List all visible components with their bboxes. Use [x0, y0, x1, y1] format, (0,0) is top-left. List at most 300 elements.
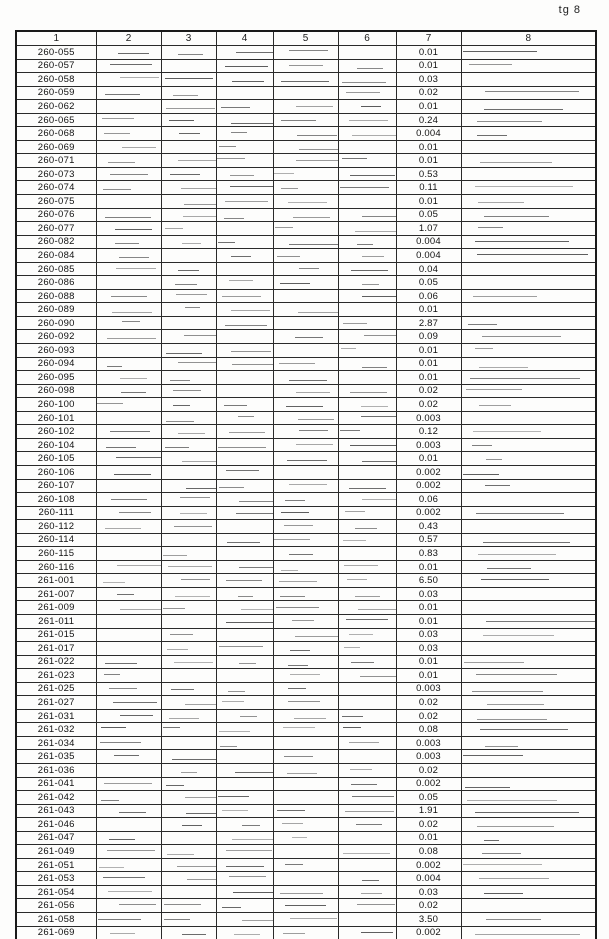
table-row [16, 398, 596, 412]
empty-cell [273, 791, 338, 805]
empty-cell [461, 696, 596, 710]
row-value-cell: 0.83 [396, 547, 461, 561]
empty-cell [461, 506, 596, 520]
empty-cell [461, 357, 596, 371]
empty-cell [96, 628, 161, 642]
empty-cell [161, 899, 216, 913]
row-value-cell: 0.02 [396, 763, 461, 777]
table-row [16, 465, 596, 479]
row-value-cell: 0.01 [396, 669, 461, 683]
empty-cell [461, 479, 596, 493]
empty-cell [338, 547, 396, 561]
empty-cell [216, 723, 273, 737]
row-value-cell: 6.50 [396, 574, 461, 588]
empty-cell [216, 398, 273, 412]
empty-cell [216, 601, 273, 615]
empty-cell [96, 398, 161, 412]
empty-cell [338, 777, 396, 791]
table-row [16, 127, 596, 141]
empty-cell [216, 696, 273, 710]
empty-cell [161, 249, 216, 263]
empty-cell [96, 59, 161, 73]
table-row [16, 73, 596, 87]
table-row [16, 303, 596, 317]
row-id-cell: 260-105 [16, 452, 96, 466]
row-value-cell: 0.03 [396, 628, 461, 642]
empty-cell [96, 140, 161, 154]
empty-cell [216, 777, 273, 791]
row-id-cell: 261-054 [16, 885, 96, 899]
row-value-cell: 0.02 [396, 696, 461, 710]
empty-cell [96, 154, 161, 168]
table-row [16, 791, 596, 805]
empty-cell [96, 791, 161, 805]
empty-cell [338, 398, 396, 412]
empty-cell [161, 465, 216, 479]
table-row [16, 845, 596, 859]
row-id-cell: 261-042 [16, 791, 96, 805]
empty-cell [96, 276, 161, 290]
empty-cell [161, 926, 216, 939]
row-id-cell: 260-071 [16, 154, 96, 168]
row-value-cell: 0.01 [396, 46, 461, 60]
empty-cell [461, 425, 596, 439]
row-value-cell: 0.08 [396, 845, 461, 859]
table-row [16, 885, 596, 899]
row-value-cell: 2.87 [396, 316, 461, 330]
empty-cell [161, 235, 216, 249]
empty-cell [216, 113, 273, 127]
row-id-cell: 260-055 [16, 46, 96, 60]
empty-cell [161, 127, 216, 141]
empty-cell [273, 289, 338, 303]
empty-cell [273, 59, 338, 73]
row-id-cell: 260-108 [16, 493, 96, 507]
empty-cell [338, 642, 396, 656]
empty-cell [161, 425, 216, 439]
row-value-cell: 0.002 [396, 506, 461, 520]
empty-cell [338, 289, 396, 303]
empty-cell [461, 791, 596, 805]
empty-cell [338, 899, 396, 913]
row-value-cell: 0.01 [396, 59, 461, 73]
empty-cell [96, 533, 161, 547]
empty-cell [216, 140, 273, 154]
empty-cell [216, 547, 273, 561]
row-id-cell: 260-084 [16, 249, 96, 263]
table-row [16, 357, 596, 371]
table-row [16, 777, 596, 791]
table-row [16, 587, 596, 601]
empty-cell [96, 506, 161, 520]
empty-cell [216, 913, 273, 927]
empty-cell [273, 303, 338, 317]
empty-cell [161, 113, 216, 127]
empty-cell [338, 222, 396, 236]
row-id-cell: 260-094 [16, 357, 96, 371]
empty-cell [216, 195, 273, 209]
empty-cell [216, 181, 273, 195]
empty-cell [461, 831, 596, 845]
row-id-cell: 260-098 [16, 384, 96, 398]
empty-cell [96, 316, 161, 330]
row-id-cell: 260-085 [16, 262, 96, 276]
empty-cell [273, 763, 338, 777]
row-value-cell: 0.12 [396, 425, 461, 439]
empty-cell [161, 167, 216, 181]
empty-cell [273, 222, 338, 236]
row-value-cell: 1.07 [396, 222, 461, 236]
empty-cell [161, 73, 216, 87]
empty-cell [216, 479, 273, 493]
empty-cell [96, 167, 161, 181]
empty-cell [338, 452, 396, 466]
row-id-cell: 261-011 [16, 614, 96, 628]
row-value-cell: 0.01 [396, 100, 461, 114]
table-row [16, 913, 596, 927]
empty-cell [96, 208, 161, 222]
row-id-cell: 261-041 [16, 777, 96, 791]
table-row [16, 195, 596, 209]
empty-cell [96, 465, 161, 479]
empty-cell [273, 682, 338, 696]
table-row [16, 926, 596, 939]
empty-cell [216, 59, 273, 73]
empty-cell [161, 614, 216, 628]
row-value-cell: 0.06 [396, 289, 461, 303]
empty-cell [161, 804, 216, 818]
empty-cell [461, 560, 596, 574]
row-value-cell: 0.03 [396, 587, 461, 601]
table-row [16, 493, 596, 507]
empty-cell [273, 858, 338, 872]
empty-cell [461, 736, 596, 750]
column-header-3: 3 [161, 31, 216, 46]
column-header-4: 4 [216, 31, 273, 46]
empty-cell [338, 127, 396, 141]
row-id-cell: 260-074 [16, 181, 96, 195]
table-row [16, 181, 596, 195]
empty-cell [96, 249, 161, 263]
empty-cell [273, 249, 338, 263]
empty-cell [461, 493, 596, 507]
empty-cell [461, 289, 596, 303]
column-header-2: 2 [96, 31, 161, 46]
row-id-cell: 260-065 [16, 113, 96, 127]
empty-cell [216, 73, 273, 87]
table-row [16, 547, 596, 561]
empty-cell [96, 425, 161, 439]
empty-cell [273, 316, 338, 330]
empty-cell [461, 167, 596, 181]
empty-cell [461, 181, 596, 195]
empty-cell [161, 872, 216, 886]
empty-cell [216, 709, 273, 723]
empty-cell [338, 845, 396, 859]
row-id-cell: 261-046 [16, 818, 96, 832]
row-value-cell: 0.08 [396, 723, 461, 737]
empty-cell [161, 750, 216, 764]
row-id-cell: 261-043 [16, 804, 96, 818]
empty-cell [338, 872, 396, 886]
empty-cell [216, 208, 273, 222]
table-row [16, 479, 596, 493]
row-value-cell: 0.05 [396, 791, 461, 805]
row-id-cell: 260-111 [16, 506, 96, 520]
row-value-cell: 3.50 [396, 913, 461, 927]
empty-cell [96, 479, 161, 493]
table-row [16, 46, 596, 60]
empty-cell [338, 791, 396, 805]
empty-cell [161, 736, 216, 750]
row-id-cell: 260-076 [16, 208, 96, 222]
column-header-1: 1 [16, 31, 96, 46]
table-row [16, 384, 596, 398]
row-value-cell: 0.002 [396, 926, 461, 939]
empty-cell [161, 357, 216, 371]
empty-cell [161, 493, 216, 507]
row-id-cell: 260-086 [16, 276, 96, 290]
empty-cell [96, 818, 161, 832]
empty-cell [161, 533, 216, 547]
empty-cell [216, 262, 273, 276]
row-value-cell: 0.01 [396, 154, 461, 168]
empty-cell [96, 560, 161, 574]
table-row [16, 316, 596, 330]
row-value-cell: 0.002 [396, 479, 461, 493]
empty-cell [338, 316, 396, 330]
table-row [16, 763, 596, 777]
table-row [16, 113, 596, 127]
row-id-cell: 261-015 [16, 628, 96, 642]
table-row [16, 330, 596, 344]
empty-cell [96, 926, 161, 939]
row-id-cell: 260-114 [16, 533, 96, 547]
empty-cell [338, 411, 396, 425]
row-id-cell: 260-112 [16, 520, 96, 534]
empty-cell [273, 547, 338, 561]
empty-cell [338, 628, 396, 642]
empty-cell [96, 262, 161, 276]
empty-cell [161, 154, 216, 168]
row-value-cell: 0.002 [396, 858, 461, 872]
empty-cell [161, 858, 216, 872]
table-row [16, 235, 596, 249]
row-value-cell: 0.003 [396, 682, 461, 696]
row-id-cell: 260-082 [16, 235, 96, 249]
row-value-cell: 0.57 [396, 533, 461, 547]
empty-cell [338, 249, 396, 263]
empty-cell [96, 235, 161, 249]
empty-cell [273, 520, 338, 534]
empty-cell [96, 330, 161, 344]
empty-cell [96, 709, 161, 723]
empty-cell [216, 330, 273, 344]
empty-cell [161, 669, 216, 683]
row-id-cell: 260-069 [16, 140, 96, 154]
row-value-cell: 0.24 [396, 113, 461, 127]
empty-cell [161, 655, 216, 669]
table-row [16, 520, 596, 534]
empty-cell [216, 127, 273, 141]
empty-cell [216, 628, 273, 642]
empty-cell [461, 316, 596, 330]
empty-cell [338, 682, 396, 696]
row-id-cell: 261-058 [16, 913, 96, 927]
empty-cell [216, 804, 273, 818]
empty-cell [461, 682, 596, 696]
empty-cell [96, 736, 161, 750]
row-id-cell: 260-089 [16, 303, 96, 317]
empty-cell [338, 357, 396, 371]
empty-cell [273, 818, 338, 832]
empty-cell [273, 113, 338, 127]
row-id-cell: 261-069 [16, 926, 96, 939]
table-row [16, 452, 596, 466]
row-value-cell: 0.06 [396, 493, 461, 507]
empty-cell [338, 438, 396, 452]
empty-cell [338, 303, 396, 317]
row-id-cell: 260-106 [16, 465, 96, 479]
empty-cell [161, 520, 216, 534]
empty-cell [273, 750, 338, 764]
row-id-cell: 260-088 [16, 289, 96, 303]
empty-cell [338, 344, 396, 358]
empty-cell [461, 628, 596, 642]
empty-cell [461, 154, 596, 168]
empty-cell [461, 669, 596, 683]
empty-cell [273, 344, 338, 358]
empty-cell [338, 59, 396, 73]
row-value-cell: 0.43 [396, 520, 461, 534]
empty-cell [461, 520, 596, 534]
empty-cell [338, 425, 396, 439]
empty-cell [96, 452, 161, 466]
row-value-cell: 0.003 [396, 438, 461, 452]
empty-cell [273, 276, 338, 290]
empty-cell [273, 831, 338, 845]
empty-cell [96, 438, 161, 452]
row-id-cell: 261-023 [16, 669, 96, 683]
empty-cell [273, 736, 338, 750]
row-value-cell: 0.01 [396, 140, 461, 154]
empty-cell [338, 46, 396, 60]
empty-cell [338, 493, 396, 507]
empty-cell [273, 493, 338, 507]
empty-cell [338, 831, 396, 845]
table-row [16, 86, 596, 100]
empty-cell [96, 913, 161, 927]
empty-cell [216, 276, 273, 290]
table-row [16, 140, 596, 154]
empty-cell [216, 86, 273, 100]
row-id-cell: 261-022 [16, 655, 96, 669]
empty-cell [216, 222, 273, 236]
row-id-cell: 260-115 [16, 547, 96, 561]
empty-cell [273, 262, 338, 276]
empty-cell [216, 289, 273, 303]
empty-cell [273, 86, 338, 100]
empty-cell [273, 926, 338, 939]
table-row [16, 574, 596, 588]
row-id-cell: 261-035 [16, 750, 96, 764]
empty-cell [338, 560, 396, 574]
empty-cell [461, 872, 596, 886]
table-row [16, 872, 596, 886]
empty-cell [216, 885, 273, 899]
table-row [16, 262, 596, 276]
empty-cell [96, 222, 161, 236]
empty-cell [338, 804, 396, 818]
empty-cell [96, 411, 161, 425]
table-row [16, 438, 596, 452]
table-row [16, 289, 596, 303]
empty-cell [161, 411, 216, 425]
row-id-cell: 261-009 [16, 601, 96, 615]
empty-cell [273, 642, 338, 656]
column-header-5: 5 [273, 31, 338, 46]
empty-cell [96, 46, 161, 60]
empty-cell [96, 777, 161, 791]
empty-cell [338, 506, 396, 520]
table-header-row [16, 31, 596, 46]
empty-cell [461, 113, 596, 127]
empty-cell [461, 763, 596, 777]
empty-cell [338, 913, 396, 927]
empty-cell [461, 195, 596, 209]
row-id-cell: 261-032 [16, 723, 96, 737]
empty-cell [216, 614, 273, 628]
empty-cell [338, 208, 396, 222]
empty-cell [461, 235, 596, 249]
empty-cell [96, 750, 161, 764]
empty-cell [461, 547, 596, 561]
empty-cell [161, 506, 216, 520]
empty-cell [461, 818, 596, 832]
table-row [16, 425, 596, 439]
empty-cell [96, 574, 161, 588]
empty-cell [273, 411, 338, 425]
table-row [16, 804, 596, 818]
empty-cell [338, 533, 396, 547]
empty-cell [161, 262, 216, 276]
row-id-cell: 260-102 [16, 425, 96, 439]
empty-cell [216, 763, 273, 777]
empty-cell [461, 276, 596, 290]
empty-cell [216, 655, 273, 669]
table-row [16, 736, 596, 750]
table-row [16, 655, 596, 669]
empty-cell [338, 262, 396, 276]
empty-cell [96, 100, 161, 114]
empty-cell [273, 195, 338, 209]
empty-cell [461, 384, 596, 398]
empty-cell [461, 330, 596, 344]
row-id-cell: 260-116 [16, 560, 96, 574]
empty-cell [273, 371, 338, 385]
table-row [16, 682, 596, 696]
empty-cell [461, 438, 596, 452]
empty-cell [216, 235, 273, 249]
empty-cell [338, 587, 396, 601]
empty-cell [216, 249, 273, 263]
empty-cell [273, 235, 338, 249]
table-row [16, 750, 596, 764]
empty-cell [273, 655, 338, 669]
empty-cell [338, 818, 396, 832]
empty-cell [338, 235, 396, 249]
empty-cell [461, 804, 596, 818]
